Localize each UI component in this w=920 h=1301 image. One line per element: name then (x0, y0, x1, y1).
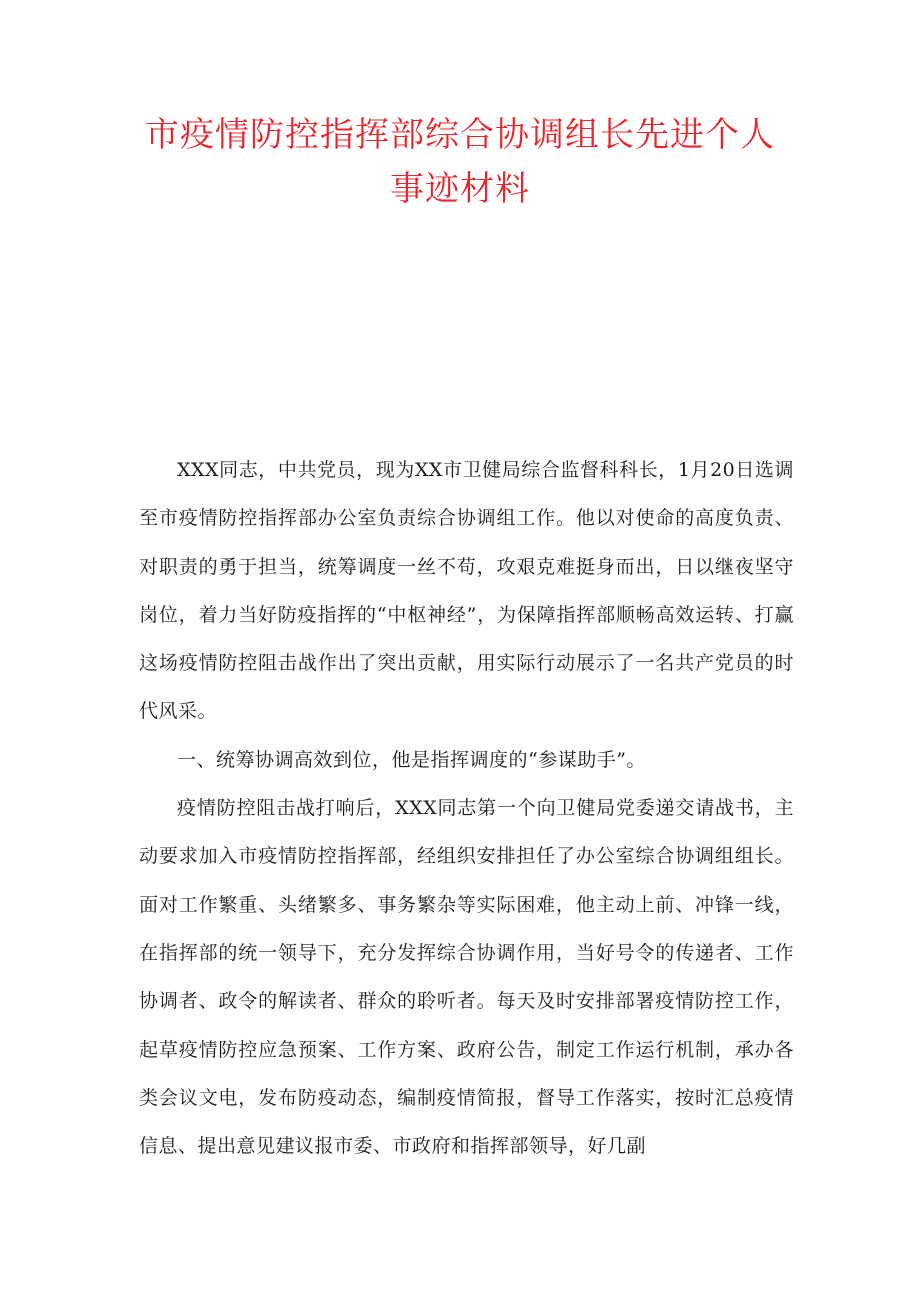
paragraph-section-heading: 一、统筹协调高效到位，他是指挥调度的“参谋助手”。 (177, 748, 646, 771)
document-title-line-2: 事迹材料 (390, 169, 530, 209)
document-title-line-1: 市疫情防控指挥部综合协调组长先进个人 (145, 115, 775, 155)
document-title (100, 108, 820, 216)
paragraph-intro: XXX同志，中共党员，现为XX市卫健局综合监督科科长，1月20日选调至市疫情防控指挥部办公室负责综合协调组工作。他以对使命的高度负责、对职责的勇于担当，统筹调度一丝不苟，攻艰克难挺身而出，日以继夜坚守岗位，着力当好防疫指挥的“中枢神经”，为保障指挥部顺畅高效运转、打赢这场疫情防控阻击战作出了突出贡献，用实际行动展示了一名共产党员的时代风采。 (139, 459, 794, 723)
paragraph-section-body: 疫情防控阻击战打响后，XXX同志第一个向卫健局党委递交请战书，主动要求加入市疫情防控指挥部，经组织安排担任了办公室综合协调组组长。面对工作繁重、头绪繁多、事务繁杂等实际困难，他主动上前、冲锋一线，在指挥部的统一领导下，充分发挥综合协调作用，当好号令的传递者、工作协调者、政令的解读者、群众的聆听者。每天及时安排部署疫情防控工作，起草疫情防控应急预案、工作方案、政府公告，制定工作运行机制，承办各类会议文电，发布防疫动态，编制疫情简报，督导工作落实，按时汇总疫情信息、提出意见建议报市委、市政府和指挥部领导，好几副 (139, 797, 794, 1158)
document-body (139, 446, 794, 1170)
